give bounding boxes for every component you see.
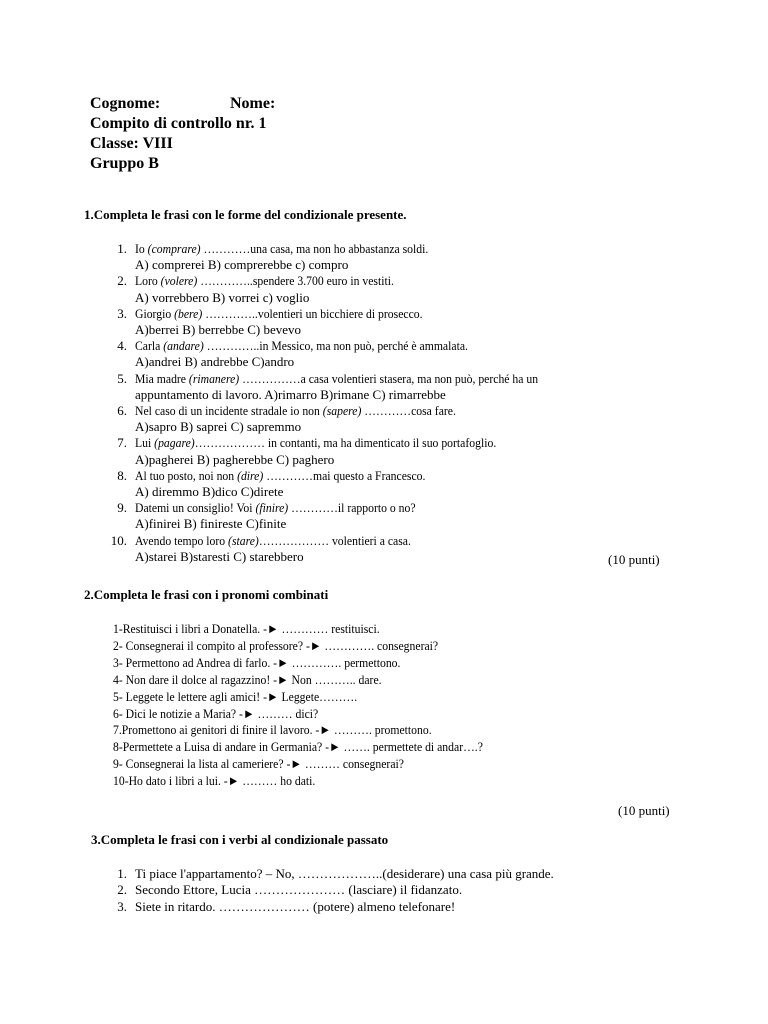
- pronoun-item: [113, 756, 436, 772]
- item-rest: ……………… in contanti, ma ha dimenticato il suo portafoglio.: [194, 435, 497, 451]
- item-verb: (volere): [160, 273, 198, 289]
- section1-title: 1.Completa le frasi con le forme del condizionale presente.: [84, 207, 407, 222]
- item-verb: (comprare): [147, 241, 201, 256]
- item-options: A) vorrebbero B) vorrei c) voglio: [135, 289, 310, 305]
- item-sentence-text: [135, 306, 423, 322]
- item-sentence-text: [135, 468, 425, 484]
- item-subject: Carla: [135, 338, 164, 354]
- item-number: 7.: [117, 435, 127, 451]
- passato-item: Siete in ritardo. ………………… (potere) almeno telefonare!: [135, 898, 456, 914]
- pronoun-item-text: 10-Ho dato i libri a lui. -► ……… ho dati.: [113, 773, 316, 789]
- item-sentence-text: [135, 500, 416, 516]
- section1-points: (10 punti): [608, 552, 660, 567]
- section2-points: (10 punti): [618, 803, 670, 818]
- item-sentence-text: [135, 273, 394, 289]
- pronoun-item-text: 4- Non dare il dolce al ragazzino! -► Non ……….. dare.: [113, 671, 382, 687]
- item-number: 5.: [117, 370, 127, 386]
- item-rest: ……………a casa volentieri stasera, ma non può, perché ha un: [239, 370, 539, 386]
- item-rest: …………il rapporto o no?: [288, 500, 416, 516]
- item-options: appuntamento di lavoro. A)rimarro B)rimane C) rimarrebbe: [135, 386, 446, 402]
- pronoun-item-text: 3- Permettono ad Andrea di farlo. -► …………. permettono.: [113, 654, 401, 670]
- item-rest: …………cosa fare.: [361, 403, 456, 418]
- item-options: A)starei B)staresti C) starebbero: [135, 548, 304, 564]
- item-rest: …………..volentieri un bicchiere di prosecco.: [202, 305, 423, 321]
- pronoun-item-text: 9- Consegnerai la lista al cameriere? -► ……… consegnerai?: [113, 756, 404, 772]
- pronoun-item: [113, 706, 341, 722]
- item-verb: (rimanere): [188, 370, 240, 386]
- item-options: A)sapro B) saprei C) sapremmo: [135, 419, 302, 435]
- item-number: 10.: [110, 532, 127, 548]
- item-number: 3.: [117, 898, 127, 914]
- item-sentence-text: [135, 241, 428, 257]
- pronoun-item: [113, 689, 384, 705]
- item-verb: (stare): [228, 532, 259, 548]
- pronoun-item: [113, 638, 474, 654]
- item-options: A) diremmo B)dico C)direte: [135, 484, 284, 499]
- item-subject: Loro: [135, 273, 161, 289]
- item-sentence-text: [135, 371, 538, 387]
- section2-title: 2.Completa le frasi con i pronomi combinati: [84, 587, 329, 602]
- item-verb: (finire): [255, 500, 289, 516]
- pronoun-item: [113, 722, 467, 738]
- pronoun-item-text: 2- Consegnerai il compito al professore? -► …………. consegnerai?: [113, 637, 439, 653]
- item-subject: Io: [135, 241, 148, 256]
- item-subject: Avendo tempo loro: [135, 532, 229, 548]
- item-sentence: [135, 273, 423, 289]
- item-number: 3.: [117, 305, 127, 321]
- item-subject: Giorgio: [135, 305, 175, 321]
- header-name-line: [90, 94, 276, 114]
- item-number: 9.: [117, 500, 127, 516]
- item-number: 4.: [117, 338, 127, 354]
- item-subject: Mia madre: [135, 370, 189, 386]
- item-rest: …………una casa, ma non ho abbastanza soldi.: [200, 241, 429, 256]
- classe-label: Classe: VIII: [90, 135, 173, 152]
- pronoun-item: [113, 773, 338, 789]
- pronoun-item-text: 1-Restituisci i libri a Donatella. -► ………… restituisci.: [113, 621, 380, 636]
- compito-title: Compito di controllo nr. 1: [90, 115, 267, 132]
- item-number: 8.: [117, 467, 127, 483]
- pronoun-item: [113, 621, 409, 637]
- item-verb: (andare): [163, 338, 204, 354]
- pronoun-item: [113, 655, 432, 671]
- item-rest: ……………… volentieri a casa.: [258, 532, 411, 548]
- item-number: 1.: [117, 866, 127, 881]
- item-verb: (dire): [237, 467, 264, 483]
- item-subject: Lui: [135, 435, 155, 451]
- passato-item: Ti piace l'appartamento? – No, ………………..(desiderare) una casa più grande.: [135, 866, 554, 881]
- item-sentence: [135, 241, 461, 257]
- item-subject: Nel caso di un incidente stradale io non: [135, 403, 323, 418]
- item-sentence: [135, 371, 583, 387]
- item-options: A)finirei B) finireste C)finite: [135, 516, 287, 532]
- pronoun-item: [113, 739, 524, 755]
- item-options: A)berrei B) berrebbe C) bevevo: [135, 322, 302, 337]
- item-rest: …………..spendere 3.700 euro in vestiti.: [197, 273, 394, 289]
- item-number: 2.: [117, 882, 127, 898]
- item-options: A)andrei B) andrebbe C)andro: [135, 354, 295, 370]
- item-sentence-text: [135, 533, 411, 549]
- item-verb: (pagare): [154, 435, 195, 451]
- item-sentence: [135, 533, 442, 549]
- item-number: 6.: [117, 403, 127, 418]
- nome-label: Nome:: [230, 95, 276, 112]
- item-sentence: [135, 403, 492, 419]
- item-subject: Datemi un consiglio! Voi: [135, 500, 256, 516]
- item-sentence-text: [135, 403, 456, 419]
- item-sentence: [135, 468, 458, 484]
- pronoun-item-text: 5- Leggete le lettere agli amici! -► Leggete……….: [113, 688, 358, 704]
- item-options: A) comprerei B) comprerebbe c) compro: [135, 257, 349, 273]
- item-sentence-text: [135, 338, 468, 354]
- item-number: 1.: [117, 241, 127, 256]
- item-sentence-text: [135, 435, 496, 451]
- cognome-label: Cognome:: [90, 95, 161, 112]
- item-number: 2.: [117, 273, 127, 289]
- pronoun-item-text: 7.Promettono ai genitori di finire il lavoro. -► ………. promettono.: [113, 722, 432, 738]
- item-verb: (sapere): [322, 403, 362, 418]
- item-sentence: [135, 338, 505, 354]
- item-rest: …………..in Messico, ma non può, perché è ammalata.: [203, 338, 468, 354]
- pronoun-item-text: 6- Dici le notizie a Maria? -► ……… dici?: [113, 705, 319, 721]
- passato-item: Secondo Ettore, Lucia ………………… (lasciare) il fidanzato.: [135, 882, 463, 898]
- item-sentence: [135, 435, 536, 451]
- item-sentence: [135, 500, 447, 516]
- item-options: A)pagherei B) pagherebbe C) paghero: [135, 451, 335, 467]
- item-verb: (bere): [174, 305, 203, 321]
- section3-title: 3.Completa le frasi con i verbi al condizionale passato: [91, 832, 389, 847]
- gruppo-label: Gruppo B: [90, 155, 159, 172]
- item-sentence: [135, 306, 455, 322]
- item-rest: …………mai questo a Francesco.: [263, 467, 426, 483]
- pronoun-item-text: 8-Permettete a Luisa di andare in Germania? -► ……. permettete di andar….?: [113, 739, 483, 755]
- pronoun-item: [113, 672, 411, 688]
- item-subject: Al tuo posto, noi non: [135, 467, 238, 483]
